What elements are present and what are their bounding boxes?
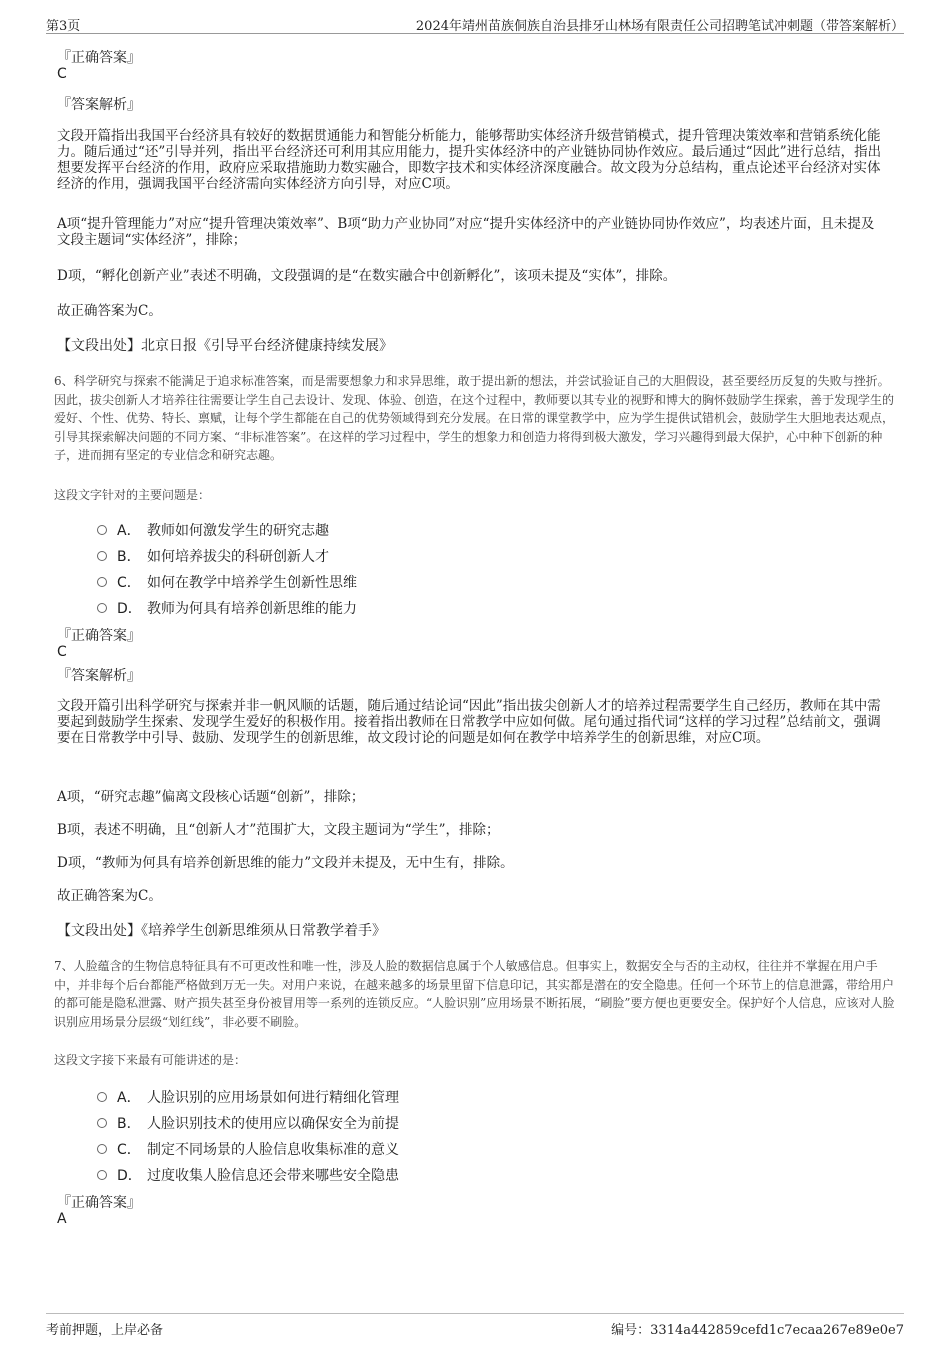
conclusion: 故正确答案为C。	[57, 303, 162, 319]
correct-answer-label: 『正确答案』	[57, 628, 141, 644]
analysis-paragraph: D项，“教师为何具有培养创新思维的能力”文段并未提及，无中生有，排除。	[57, 855, 514, 871]
document-code: 编号：3314a442859cefd1c7ecaa267e89e0e7	[611, 1323, 904, 1338]
option-d[interactable]	[97, 1165, 399, 1187]
page-footer	[46, 1313, 904, 1336]
option-text: 人脸识别技术的使用应以确保安全为前提	[147, 1116, 399, 1132]
correct-answer-label: 『正确答案』	[57, 1195, 141, 1211]
option-key: B．	[117, 549, 141, 565]
option-key: C．	[117, 1142, 141, 1158]
option-a[interactable]	[97, 1087, 399, 1109]
option-key: D．	[117, 1168, 142, 1184]
option-a[interactable]	[97, 520, 329, 542]
option-text: 人脸识别的应用场景如何进行精细化管理	[147, 1090, 399, 1106]
option-key: A．	[117, 523, 141, 539]
conclusion: 故正确答案为C。	[57, 888, 162, 904]
correct-answer-label: 『正确答案』	[57, 50, 141, 66]
question-text: 6、科学研究与探索不能满足于追求标准答案，而是需要想象力和求异思维，敢于提出新的想法，并尝试验证自己的大胆假设，甚至要经历反复的失败与挫折。因此，拔尖创新人才培养往往需要让学生自己去设计、发现、体验、创造，在这个过程中，教师要以其专业的视野和博大的胸怀鼓励学生探索，善于发现学生的爱好、个性、优势、特长、禀赋，让每个学生都能在自己的优势领域得到充分发展。在日常的课堂教学中，应为学生提供试错机会，鼓励学生大胆地表达观点，引导其探索解决问题的不同方案、“非标准答案”。在这样的学习过程中，学生的想象力和创造力将得到极大激发，学习兴趣得到最大保护，心中种下创新的种子，进而拥有坚定的专业信念和研究志趣。	[54, 374, 895, 462]
radio-icon[interactable]	[97, 551, 107, 561]
footer-slogan: 考前押题，上岸必备	[46, 1323, 164, 1338]
option-d[interactable]	[97, 598, 357, 620]
option-text: 如何在教学中培养学生创新性思维	[147, 575, 357, 591]
source-citation: 【文段出处】《培养学生创新思维须从日常教学着手》	[57, 923, 386, 939]
page-number: 第3页	[46, 19, 81, 34]
page-header	[46, 13, 904, 34]
option-text: 如何培养拔尖的科研创新人才	[147, 549, 329, 565]
option-key: A．	[117, 1090, 141, 1106]
radio-icon[interactable]	[97, 1170, 107, 1180]
option-text: 过度收集人脸信息还会带来哪些安全隐患	[147, 1168, 399, 1184]
analysis-paragraph: A项，“研究志趣”偏离文段核心话题“创新”，排除；	[57, 789, 365, 805]
radio-icon[interactable]	[97, 1092, 107, 1102]
option-c[interactable]	[97, 572, 357, 594]
option-c[interactable]	[97, 1139, 399, 1161]
option-key: D．	[117, 601, 142, 617]
question-stem: 这段文字针对的主要问题是：	[54, 488, 211, 502]
analysis-paragraph: B项，表述不明确，且“创新人才”范围扩大，文段主题词为“学生”，排除；	[57, 822, 500, 838]
document-title: 2024年靖州苗族侗族自治县排牙山林场有限责任公司招聘笔试冲刺题（带答案解析）	[415, 19, 904, 34]
radio-icon[interactable]	[97, 603, 107, 613]
option-text: 制定不同场景的人脸信息收集标准的意义	[147, 1142, 399, 1158]
option-b[interactable]	[97, 546, 329, 568]
correct-answer: A	[57, 1211, 67, 1227]
question-text: 7、人脸蕴含的生物信息特征具有不可更改性和唯一性，涉及人脸的数据信息属于个人敏感信息。但事实上，数据安全与否的主动权，往往并不掌握在用户手中，并非每个后台都能严格做到万无一失。对用户来说，在越来越多的场景里留下信息印记，其实都是潜在的安全隐患。任何一个环节上的信息泄露，带给用户的都可能是隐私泄露、财产损失甚至身份被冒用等一系列的连锁反应。“人脸识别”应用场景不断拓展，“刷脸”要方便也更要安全。保护好个人信息，应该对人脸识别应用场景分层级“划红线”，非必要不刷脸。	[54, 959, 895, 1029]
analysis-paragraph: 文段开篇指出我国平台经济具有较好的数据贯通能力和智能分析能力，能够帮助实体经济升级营销模式，提升管理决策效率和营销系统化能力。随后通过“还”引导并列，指出平台经济还可利用其应用能力，提升实体经济中的产业链协同协作效应。最后通过“因此”进行总结，指出想要发挥平台经济的作用，政府应采取措施助力数实融合，即数字技术和实体经济深度融合。故文段为分总结构，重点论述平台经济对实体经济的作用，强调我国平台经济需向实体经济方向引导，对应C项。	[57, 128, 882, 192]
radio-icon[interactable]	[97, 1118, 107, 1128]
analysis-label: 『答案解析』	[57, 97, 141, 113]
analysis-paragraph: A项“提升管理能力”对应“提升管理决策效率”、B项“助力产业协同”对应“提升实体经济中的产业链协同协作效应”，均表述片面，且未提及文段主题词“实体经济”，排除；	[57, 216, 875, 248]
analysis-paragraph: D项，“孵化创新产业”表述不明确，文段强调的是“在数实融合中创新孵化”，该项未提及“实体”，排除。	[57, 268, 677, 284]
source-citation: 【文段出处】北京日报《引导平台经济健康持续发展》	[57, 338, 393, 354]
analysis-paragraph: 文段开篇引出科学研究与探索并非一帆风顺的话题，随后通过结论词“因此”指出拔尖创新人才的培养过程需要学生自己经历，教师在其中需要起到鼓励学生探索、发现学生爱好的积极作用。接着指出教师在日常教学中应如何做。尾句通过指代词“这样的学习过程”总结前文，强调要在日常教学中引导、鼓励、发现学生的创新思维，故文段讨论的问题是如何在教学中培养学生的创新思维，对应C项。	[57, 698, 881, 746]
option-key: B．	[117, 1116, 141, 1132]
analysis-label: 『答案解析』	[57, 668, 141, 684]
correct-answer: C	[57, 644, 67, 660]
correct-answer: C	[57, 66, 67, 82]
option-text: 教师如何激发学生的研究志趣	[147, 523, 329, 539]
radio-icon[interactable]	[97, 1144, 107, 1154]
option-b[interactable]	[97, 1113, 399, 1135]
option-text: 教师为何具有培养创新思维的能力	[147, 601, 357, 617]
option-key: C．	[117, 575, 141, 591]
radio-icon[interactable]	[97, 525, 107, 535]
radio-icon[interactable]	[97, 577, 107, 587]
question-stem: 这段文字接下来最有可能讲述的是：	[54, 1053, 247, 1067]
